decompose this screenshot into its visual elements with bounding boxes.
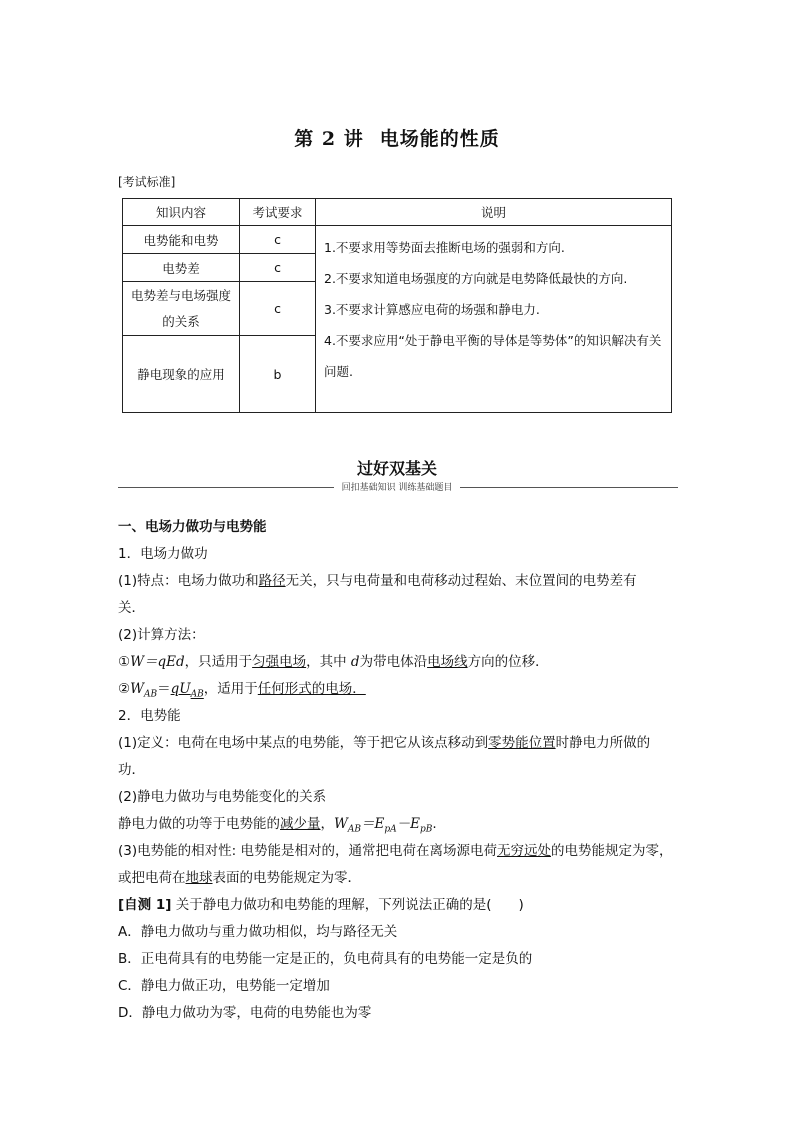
header-cell: 考试要求	[240, 199, 316, 226]
note-item: 2.不要求知道电场强度的方向就是电势降低最快的方向.	[324, 271, 628, 286]
formula-line: 静电力做的功等于电势能的减少量，$W_{AB}=E_{pA}-E_{pB}$.	[118, 816, 437, 835]
content-cell: 电势能和电势	[123, 226, 240, 254]
paragraph: (2)计算方法：	[118, 627, 205, 643]
lecture-title: 电场能的性质	[379, 128, 500, 150]
content-cell: 电势差与电场强度的关系	[123, 282, 240, 336]
lecture-number: 第 2 讲	[294, 128, 364, 150]
standard-label: [考试标准]	[118, 175, 176, 189]
section-subtitle: 回扣基础知识 训练基础题目	[0, 480, 794, 493]
option-a: A．静电力做功与重力做功相似，均与路径无关	[118, 924, 398, 940]
paragraph: 或把电荷在地球表面的电势能规定为零．	[118, 870, 361, 886]
formula-line: $②W_{AB}=qU_{AB}$，适用于任何形式的电场．	[118, 681, 366, 700]
content-body	[118, 514, 678, 1027]
table-row	[123, 226, 672, 254]
heading-1-1: 1．电场力做功	[118, 546, 208, 562]
level-cell: c	[240, 282, 316, 336]
formula-line: ①W＝qEd，只适用于匀强电场，其中 d为带电体沿电场线方向的位移．	[118, 654, 549, 670]
table-header-row	[123, 199, 672, 226]
heading-1: 一、电场力做功与电势能	[118, 519, 267, 535]
question-stem: [自测 1] 关于静电力做功和电势能的理解，下列说法正确的是( )	[118, 897, 524, 913]
heading-1-2: 2．电势能	[118, 708, 181, 724]
paragraph: 关．	[118, 600, 145, 616]
level-cell: c	[240, 226, 316, 254]
question-tag: [自测 1]	[118, 897, 172, 913]
content-cell: 电势差	[123, 254, 240, 282]
content-cell: 静电现象的应用	[123, 336, 240, 413]
paragraph: (1)定义：电荷在电场中某点的电势能，等于把它从该点移动到零势能位置时静电力所做的	[118, 735, 651, 751]
option-c: C．静电力做正功，电势能一定增加	[118, 978, 330, 994]
level-cell: b	[240, 336, 316, 413]
header-cell: 知识内容	[123, 199, 240, 226]
note-item: 4.不要求应用“处于静电平衡的导体是等势体”的知识解决有关问题.	[324, 333, 662, 379]
note-item: 3.不要求计算感应电荷的场强和静电力.	[324, 302, 540, 317]
paragraph: (1)特点：电场力做功和路径无关，只与电荷量和电荷移动过程始、末位置间的电势差有	[118, 573, 637, 589]
paragraph: 功．	[118, 762, 145, 778]
notes-cell	[316, 226, 672, 413]
level-cell: c	[240, 254, 316, 282]
page-title	[0, 124, 794, 151]
option-d: D．静电力做功为零，电荷的电势能也为零	[118, 1005, 372, 1021]
option-b: B．正电荷具有的电势能一定是正的，负电荷具有的电势能一定是负的	[118, 951, 533, 967]
paragraph: (3)电势能的相对性: 电势能是相对的，通常把电荷在离场源电荷无穷远处的电势能规定为零，	[118, 843, 673, 859]
paragraph: (2)静电力做功与电势能变化的关系	[118, 789, 327, 805]
note-item: 1.不要求用等势面去推断电场的强弱和方向.	[324, 240, 565, 255]
section-title: 过好双基关	[356, 459, 437, 478]
header-cell: 说明	[316, 199, 672, 226]
exam-standard-table	[122, 198, 672, 413]
